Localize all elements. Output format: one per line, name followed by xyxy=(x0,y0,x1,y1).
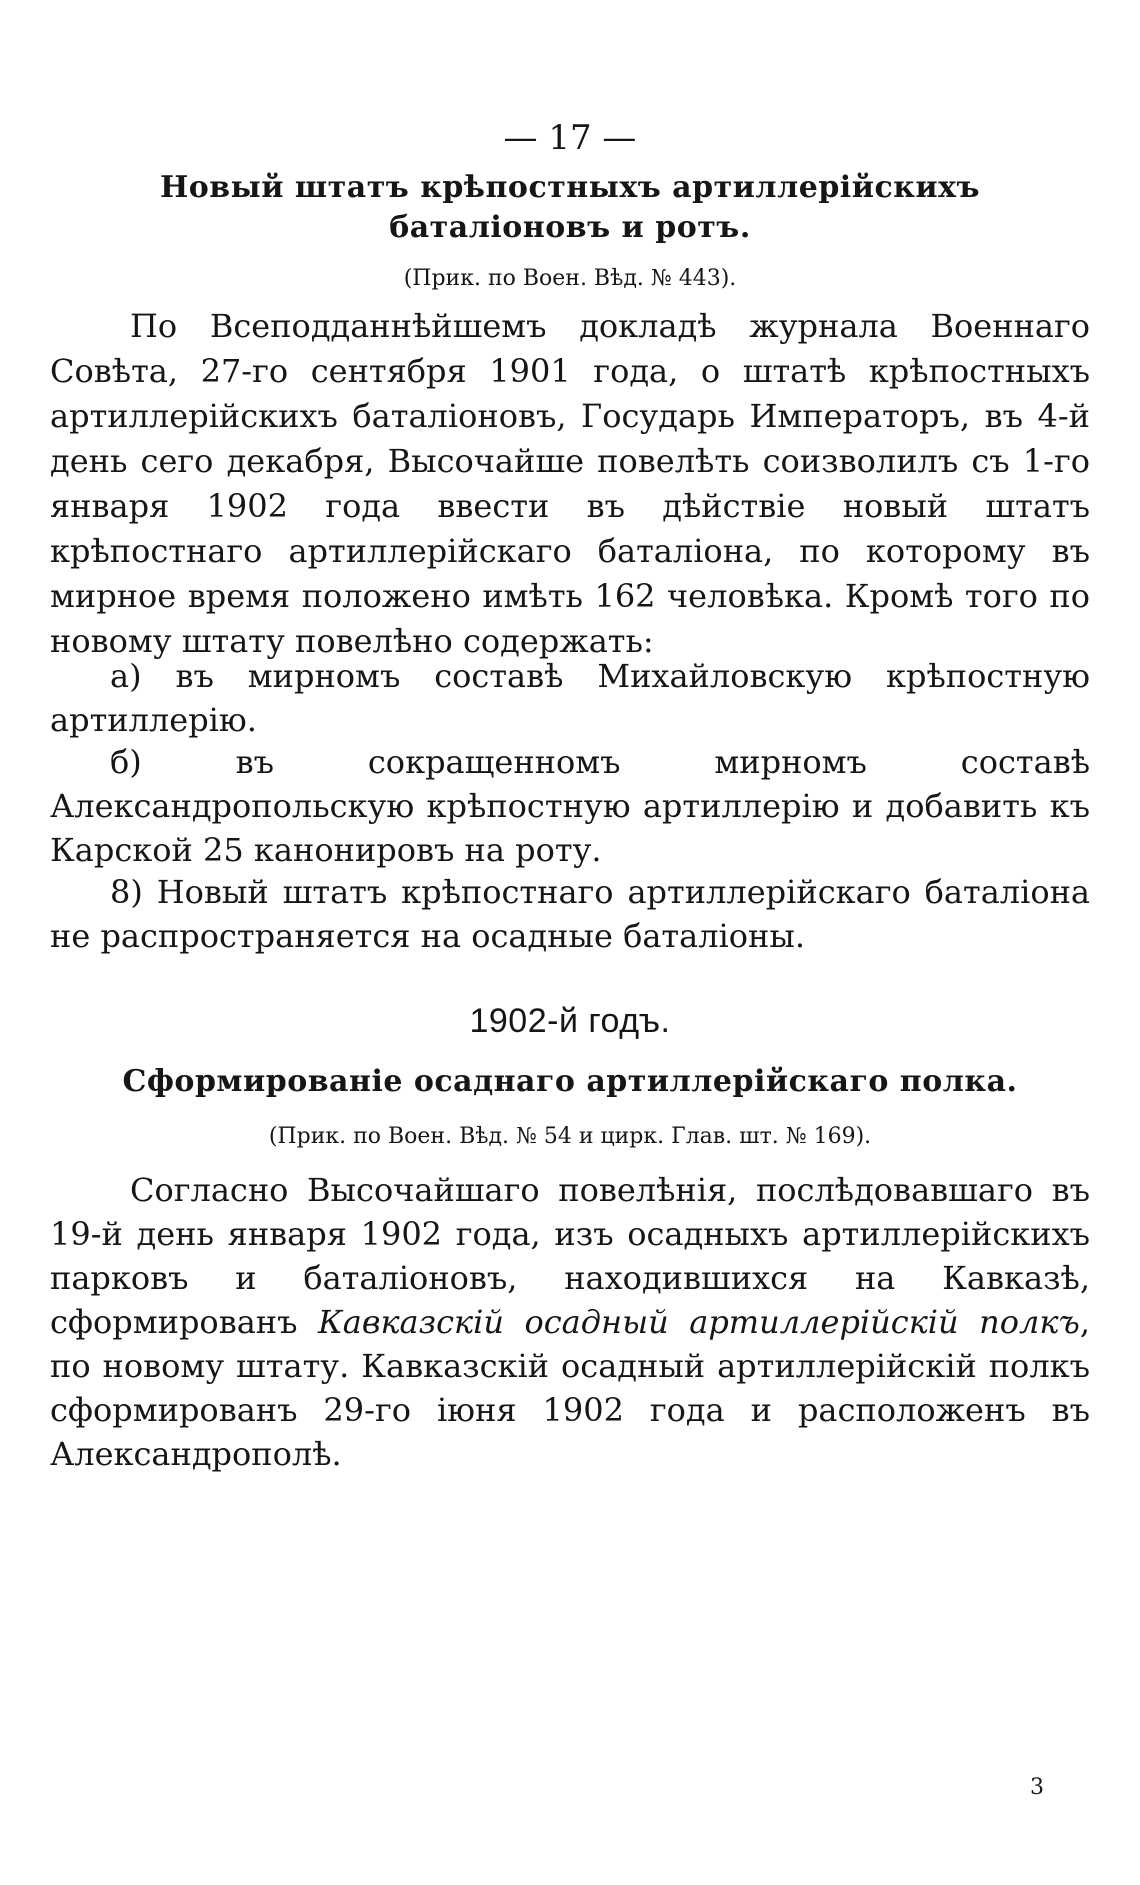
list-item-a: а) въ мирномъ составѣ Михайловскую крѣпостную артиллерію. xyxy=(50,657,1090,739)
section-title-new-staff: Новый штатъ крѣпостныхъ артиллерійскихъ баталіоновъ и ротъ. xyxy=(159,170,981,245)
folio-mark: 3 xyxy=(1030,1775,1044,1800)
order-reference-443: (Прик. по Воен. Вѣд. № 443). xyxy=(403,266,737,291)
page-number: — 17 — xyxy=(503,118,637,158)
year-heading: 1902-й годъ. xyxy=(469,1002,671,1040)
paragraph-text-end: , по новому штату. Кавказскій осадный артиллерійскій полкъ сформированъ 29-го іюня 1902 года и расположенъ въ Александрополѣ. xyxy=(50,1303,1091,1473)
regiment-name-italic: Кавказскій осадный артиллерійскій полкъ xyxy=(317,1303,1080,1341)
paragraph-text-start: Согласно Высочайшаго повелѣнія, послѣдовавшаго въ 19-й день января 1902 года, изъ осадныхъ артиллерійскихъ парковъ и баталіоновъ, находившихся на Кавказѣ, сформированъ xyxy=(50,1171,1090,1341)
body-paragraph-regiment xyxy=(50,1168,1090,1476)
list-item-8: 8) Новый штатъ крѣпостнаго артиллерійскаго баталіона не распространяется на осадные баталіоны. xyxy=(50,873,1090,955)
document-page xyxy=(50,0,1090,1885)
body-paragraph-staff: По Всеподданнѣйшемъ докладѣ журнала Военнаго Совѣта, 27-го сентября 1901 года, о штатѣ крѣпостныхъ артиллерійскихъ баталіоновъ, Государь Императоръ, въ 4-й день сего декабря, Высочайше повелѣть соизволилъ съ 1-го января 1902 года ввести въ дѣйствіе новый штатъ крѣпостнаго артиллерійскаго баталіона, по которому въ мирное время положено имѣть 162 человѣка. Кромѣ того по новому штату повелѣно содержать: xyxy=(50,307,1090,660)
order-reference-54-169: (Прик. по Воен. Вѣд. № 54 и цирк. Глав. шт. № 169). xyxy=(268,1124,872,1149)
list-item-b: б) въ сокращенномъ мирномъ составѣ Александропольскую крѣпостную артиллерію и добавить къ Карской 25 канонировъ на роту. xyxy=(50,743,1090,869)
section-title-siege-regiment: Сформированіе осаднаго артиллерійскаго полка. xyxy=(122,1064,1018,1099)
